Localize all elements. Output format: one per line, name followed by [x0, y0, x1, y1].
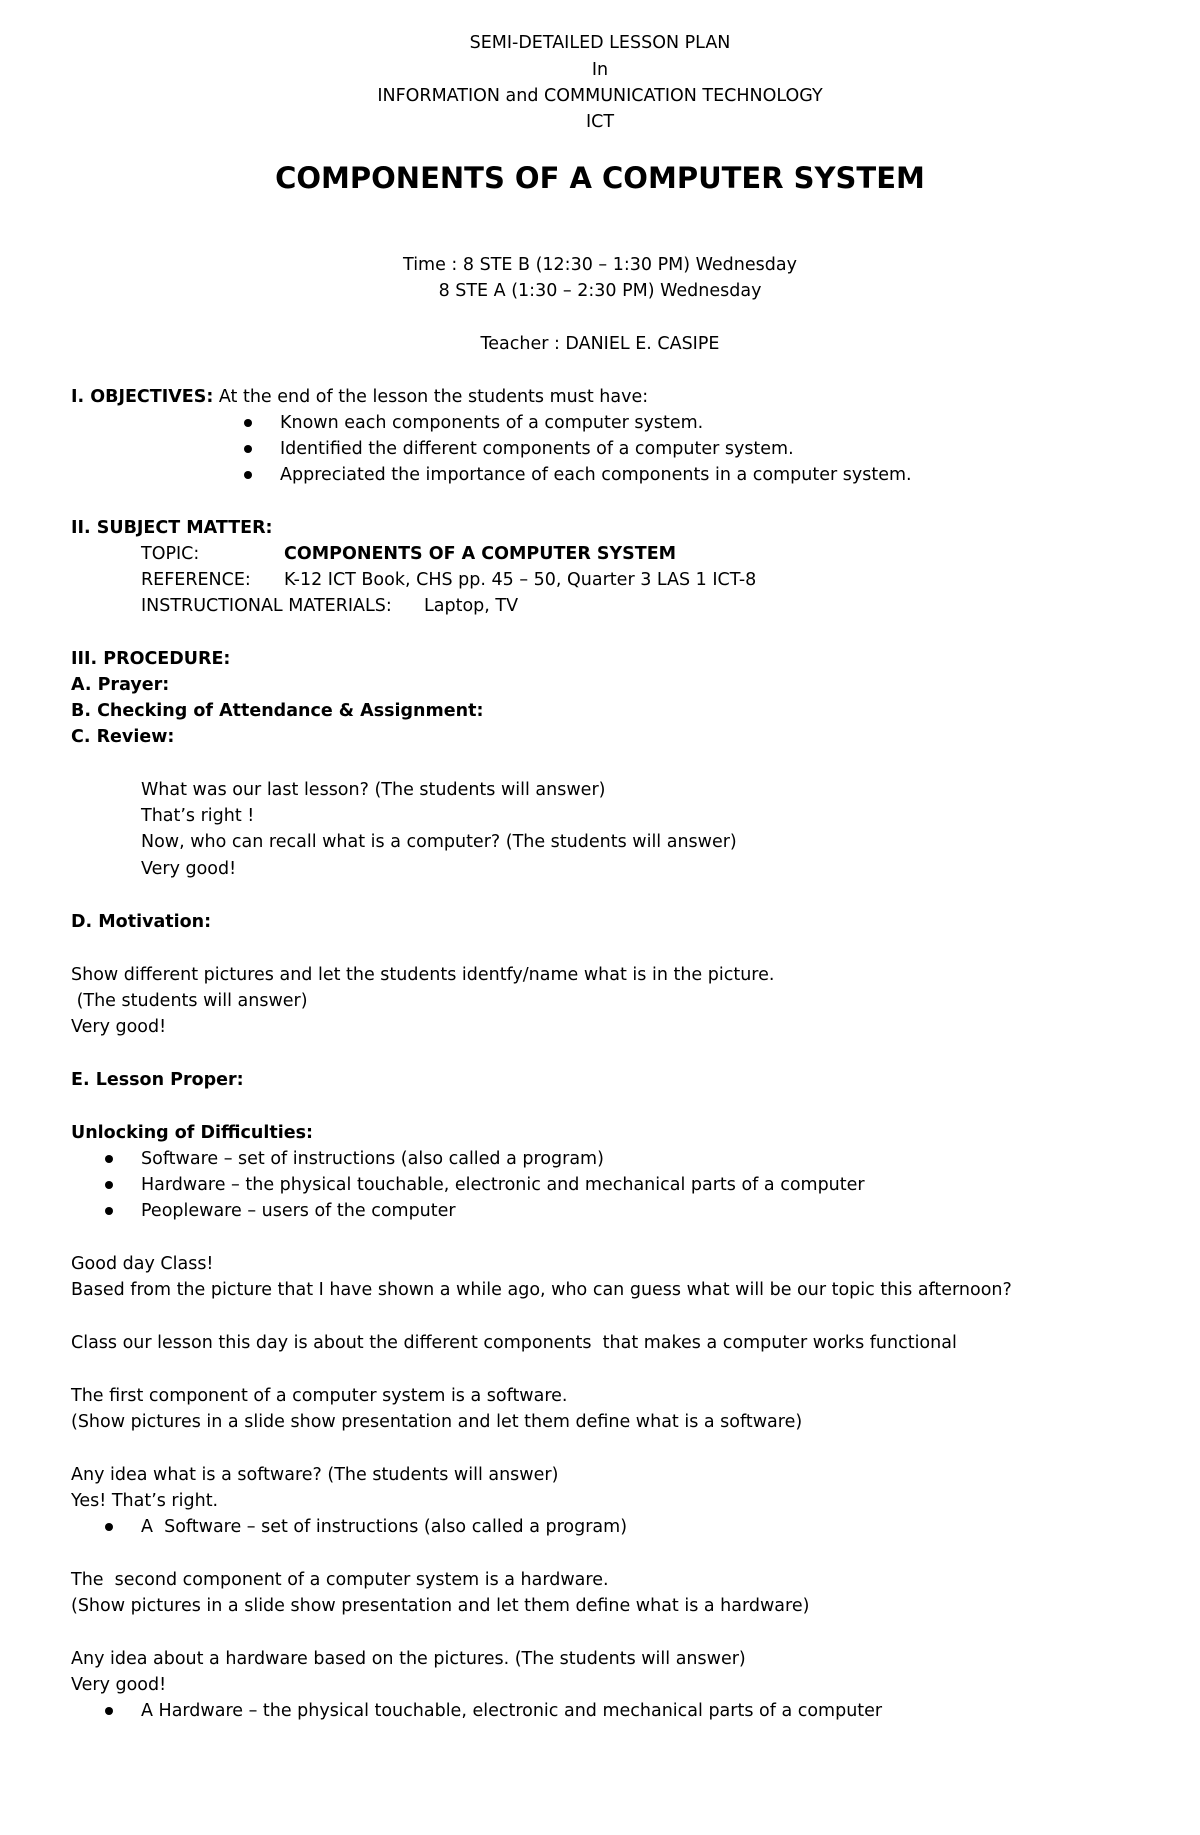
lesson-line: Very good!: [71, 1675, 167, 1695]
lesson-proper-heading: E. Lesson Proper:: [71, 1070, 244, 1090]
topic-row: [0, 541, 1200, 567]
prayer-heading: A. Prayer:: [71, 675, 170, 695]
subject-line: INFORMATION and COMMUNICATION TECHNOLOGY: [377, 86, 823, 106]
objectives-line: [71, 384, 648, 410]
bullet-icon: [244, 471, 252, 479]
lesson-line: Yes! That’s right.: [71, 1491, 219, 1511]
lesson-line: Based from the picture that I have shown a while ago, who can guess what will be our topic this afternoon?: [71, 1280, 1012, 1300]
lesson-line: The second component of a computer system is a hardware.: [71, 1570, 609, 1590]
reference-row: [0, 567, 1200, 593]
lesson-line: The first component of a computer system is a software.: [71, 1386, 568, 1406]
lesson-line: Class our lesson this day is about the different components that makes a computer works functional: [71, 1333, 957, 1353]
lesson-line: Any idea what is a software? (The students will answer): [71, 1465, 559, 1485]
software-definition-text: A Software – set of instructions (also called a program): [141, 1517, 628, 1537]
review-line: That’s right !: [141, 806, 255, 826]
bullet-icon: [105, 1155, 113, 1163]
topic-label: TOPIC:: [141, 544, 200, 564]
bullet-icon: [105, 1181, 113, 1189]
topic-value: COMPONENTS OF A COMPUTER SYSTEM: [284, 544, 677, 564]
lesson-line: (Show pictures in a slide show presentation and let them define what is a software): [71, 1412, 803, 1432]
objectives-heading: I. OBJECTIVES:: [71, 387, 214, 407]
unlocking-heading: Unlocking of Difficulties:: [71, 1123, 314, 1143]
subject-matter-heading: II. SUBJECT MATTER:: [71, 518, 273, 538]
review-heading: C. Review:: [71, 727, 175, 747]
review-line: Very good!: [141, 859, 237, 879]
unlocking-text: Peopleware – users of the computer: [141, 1201, 456, 1221]
in-line: In: [591, 60, 609, 80]
bullet-icon: [244, 419, 252, 427]
materials-value: Laptop, TV: [424, 596, 519, 616]
plan-type-line: SEMI-DETAILED LESSON PLAN: [469, 33, 731, 53]
teacher-line: Teacher : DANIEL E. CASIPE: [480, 334, 720, 354]
reference-value: K-12 ICT Book, CHS pp. 45 – 50, Quarter 3 LAS 1 ICT-8: [284, 570, 757, 590]
bullet-icon: [105, 1707, 113, 1715]
procedure-heading: III. PROCEDURE:: [71, 649, 231, 669]
review-line: Now, who can recall what is a computer? (The students will answer): [141, 832, 737, 852]
bullet-icon: [105, 1523, 113, 1531]
bullet-icon: [105, 1207, 113, 1215]
bullet-icon: [244, 445, 252, 453]
objective-text: Identified the different components of a computer system.: [280, 439, 794, 459]
lesson-line: Good day Class!: [71, 1254, 214, 1274]
materials-row: [0, 593, 1200, 619]
lesson-line: Any idea about a hardware based on the pictures. (The students will answer): [71, 1649, 746, 1669]
motivation-line: Very good!: [71, 1017, 167, 1037]
objectives-intro: At the end of the lesson the students must have:: [213, 387, 649, 407]
unlocking-text: Hardware – the physical touchable, electronic and mechanical parts of a computer: [141, 1175, 865, 1195]
lesson-line: (Show pictures in a slide show presentation and let them define what is a hardware): [71, 1596, 810, 1616]
reference-label: REFERENCE:: [141, 570, 251, 590]
time-line-2: 8 STE A (1:30 – 2:30 PM) Wednesday: [438, 281, 762, 301]
motivation-line: Show different pictures and let the students identfy/name what is in the picture.: [71, 965, 775, 985]
motivation-line: (The students will answer): [71, 991, 308, 1011]
motivation-heading: D. Motivation:: [71, 912, 212, 932]
unlocking-text: Software – set of instructions (also called a program): [141, 1149, 604, 1169]
objective-text: Known each components of a computer system.: [280, 413, 704, 433]
hardware-definition-text: A Hardware – the physical touchable, electronic and mechanical parts of a computer: [141, 1701, 883, 1721]
document-title: COMPONENTS OF A COMPUTER SYSTEM: [275, 161, 925, 195]
subject-abbr-line: ICT: [585, 112, 615, 132]
objective-text: Appreciated the importance of each components in a computer system.: [280, 465, 912, 485]
time-line-1: Time : 8 STE B (12:30 – 1:30 PM) Wednesday: [403, 255, 797, 275]
materials-label: INSTRUCTIONAL MATERIALS:: [141, 596, 392, 616]
review-line: What was our last lesson? (The students will answer): [141, 780, 606, 800]
attendance-heading: B. Checking of Attendance & Assignment:: [71, 701, 484, 721]
